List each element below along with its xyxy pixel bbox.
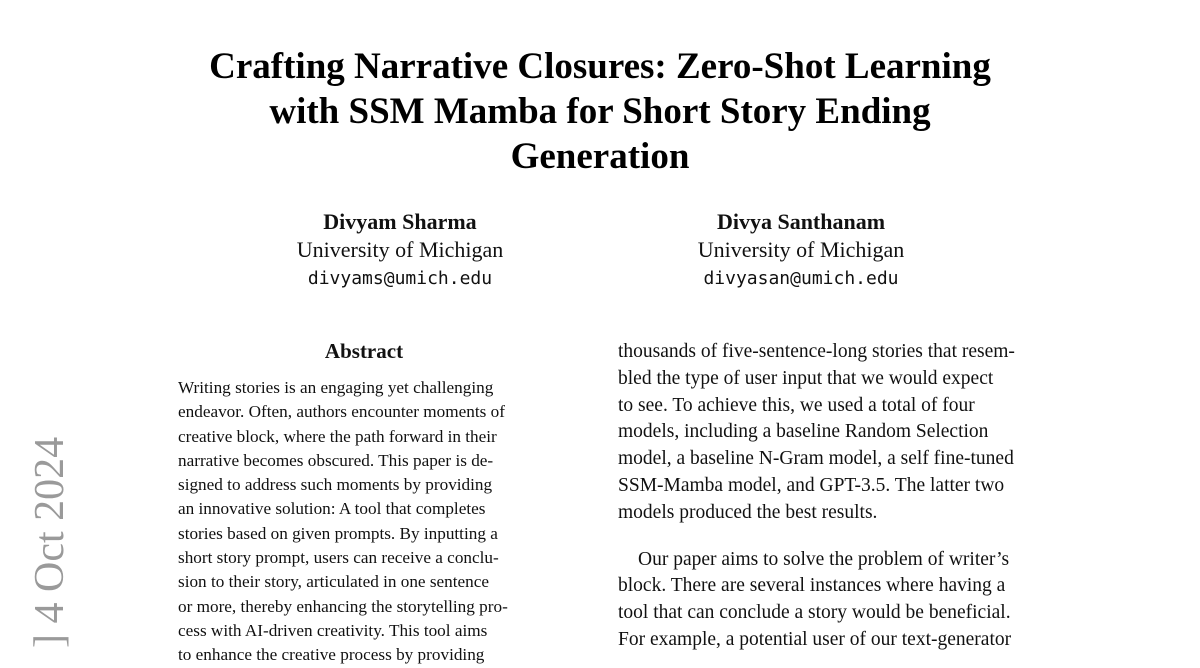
body-line: For example, a potential user of our text-generator: [618, 628, 1012, 650]
abstract-line: to enhance the creative process by providing: [178, 645, 485, 665]
body-line: thousands of five-sentence-long stories that resem-: [618, 341, 1015, 362]
author-email: divyams@umich.edu: [307, 268, 493, 289]
abstract-line: sion to their story, articulated in one sentence: [178, 572, 490, 592]
abstract-heading: Abstract: [324, 339, 404, 363]
body-line: model, a baseline N-Gram model, a self fine-tuned: [618, 448, 1014, 470]
title-line: with SSM Mamba for Short Story Ending: [269, 91, 931, 132]
abstract-line: narrative becomes obscured. This paper is de-: [178, 450, 494, 470]
body-line: bled the type of user input that we would expect: [618, 367, 994, 389]
body-line: SSM-Mamba model, and GPT-3.5. The latter two: [618, 474, 1005, 496]
abstract-line: stories based on given prompts. By inputting a: [178, 523, 498, 543]
body-line: tool that can conclude a story would be beneficial.: [618, 602, 1011, 624]
title-line: Crafting Narrative Closures: Zero-Shot Learning: [209, 46, 991, 87]
author-name: Divya Santhanam: [716, 209, 886, 234]
body-column-right: [618, 339, 1058, 654]
abstract-line: short story prompt, users can receive a conclu-: [178, 548, 499, 568]
abstract-line: signed to address such moments by providing: [178, 475, 493, 495]
abstract-body: [178, 376, 550, 668]
author-email: divyasan@umich.edu: [703, 268, 899, 289]
author-name: Divyam Sharma: [323, 209, 477, 234]
body-line: to see. To achieve this, we used a total of four: [618, 394, 975, 416]
author-affiliation: University of Michigan: [697, 237, 905, 262]
paragraph-gap: [618, 527, 1058, 547]
body-line: Our paper aims to solve the problem of writer’s: [638, 548, 1010, 570]
author-block: [210, 208, 590, 294]
arxiv-date-stamp: ] 4 Oct 2024: [27, 436, 73, 648]
abstract-line: endeavor. Often, authors encounter moments of: [178, 402, 505, 422]
abstract-line: an innovative solution: A tool that completes: [178, 499, 486, 519]
body-line: models produced the best results.: [618, 501, 878, 523]
abstract-line: creative block, where the path forward in their: [178, 426, 497, 446]
title-line: Generation: [510, 136, 690, 177]
paper-title: [0, 44, 1200, 179]
author-affiliation: University of Michigan: [296, 237, 504, 262]
body-line: block. There are several instances where having a: [618, 575, 1006, 597]
abstract-line: cess with AI-driven creativity. This tool aims: [178, 620, 488, 640]
author-block: [611, 208, 991, 294]
abstract-line: Writing stories is an engaging yet challenging: [178, 378, 494, 397]
body-line: models, including a baseline Random Selection: [618, 421, 989, 443]
abstract-line: or more, thereby enhancing the storytelling pro-: [178, 596, 508, 616]
